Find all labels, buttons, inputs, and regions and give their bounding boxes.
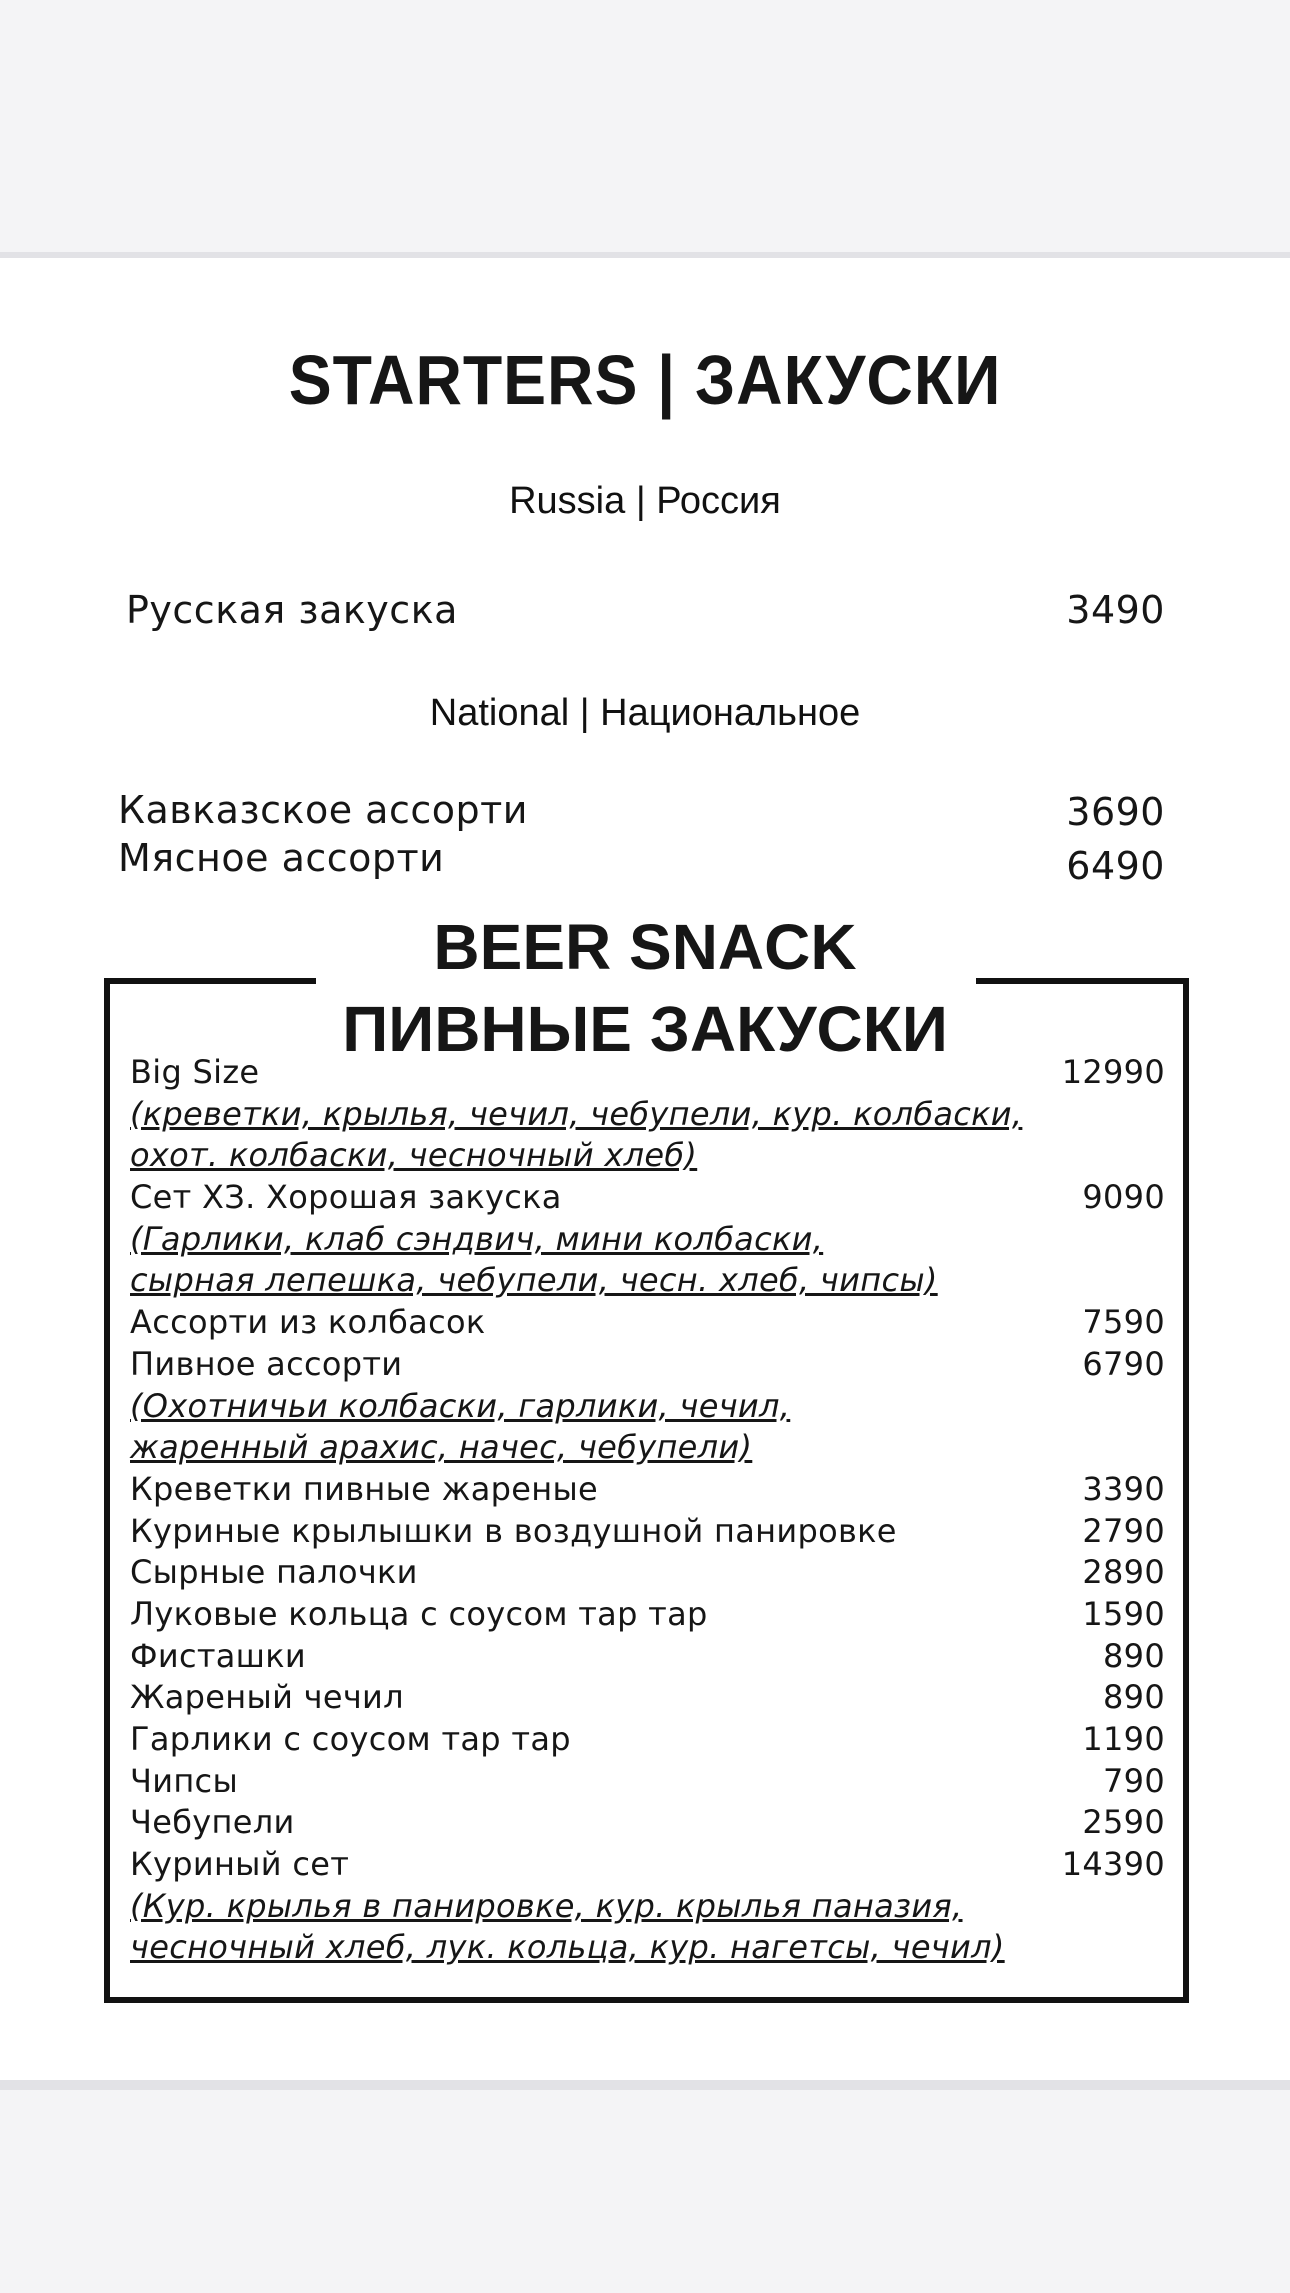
- menu-page: [0, 252, 1290, 2090]
- menu-item-price: 6790: [1082, 1344, 1165, 1383]
- item-description-text: чесночный хлеб, лук. кольца, кур. нагетсы, чечил): [130, 1928, 1005, 1967]
- menu-item-price: 3690: [1066, 790, 1165, 834]
- menu-item-name: Куриный сет: [130, 1845, 350, 1884]
- menu-item-price: 2890: [1082, 1553, 1165, 1592]
- menu-item-name: Креветки пивные жареные: [130, 1469, 599, 1508]
- menu-item-price: 890: [1103, 1678, 1165, 1717]
- menu-item-name: Сырные палочки: [130, 1553, 418, 1592]
- menu-item-name: Чебупели: [130, 1803, 295, 1842]
- beer-menu-item: [130, 1511, 1165, 1553]
- menu-item-name: Жареный чечил: [130, 1678, 404, 1717]
- beer-heading-en: BEER SNACK: [433, 911, 857, 983]
- item-description-text: (креветки, крылья, чечил, чебупели, кур. колбаски,: [130, 1094, 1023, 1133]
- item-description: [130, 1427, 1165, 1469]
- menu-item-name: Ассорти из колбасок: [130, 1303, 486, 1342]
- beer-menu-item: [130, 1636, 1165, 1678]
- item-description: [130, 1927, 1165, 1969]
- menu-item-price: 2790: [1082, 1511, 1165, 1550]
- beer-item-list: [130, 1052, 1165, 1969]
- menu-item-name: Русская закуска: [126, 588, 458, 632]
- beer-menu-item: [130, 1302, 1165, 1344]
- menu-item-name: Мясное ассорти: [118, 836, 445, 880]
- beer-menu-item: [130, 1844, 1165, 1886]
- menu-item-price: 12990: [1061, 1053, 1165, 1091]
- menu-item-name: Куриные крылышки в воздушной панировке: [130, 1511, 897, 1550]
- item-description-text: сырная лепешка, чебупели, чесн. хлеб, чипсы): [130, 1261, 938, 1300]
- section-heading-russia: Russia | Россия: [509, 480, 781, 522]
- item-description-text: (Кур. крылья в панировке, кур. крылья паназия,: [130, 1886, 963, 1925]
- menu-item-name: Сет ХЗ. Хорошая закуска: [130, 1178, 562, 1217]
- beer-heading-ru: ПИВНЫЕ ЗАКУСКИ: [342, 993, 948, 1065]
- menu-item-price: 2590: [1082, 1803, 1165, 1842]
- item-description: [130, 1886, 1165, 1928]
- menu-item-price: 7590: [1082, 1303, 1165, 1342]
- menu-item-price: 14390: [1061, 1845, 1165, 1884]
- menu-item-name: Кавказское ассорти: [118, 788, 528, 832]
- beer-menu-item: [130, 1719, 1165, 1761]
- beer-menu-item: [130, 1469, 1165, 1511]
- menu-item-price: 1190: [1082, 1720, 1165, 1758]
- item-description: [130, 1386, 1165, 1428]
- menu-item-price: 3490: [1066, 588, 1165, 632]
- menu-item-name: Фисташки: [130, 1636, 306, 1675]
- menu-item-name: Луковые кольца с соусом тар тар: [130, 1594, 708, 1633]
- item-description-text: охот. колбаски, чесночный хлеб): [130, 1136, 698, 1175]
- beer-menu-item: [130, 1802, 1165, 1844]
- item-description: [130, 1135, 1165, 1177]
- beer-menu-item: [130, 1594, 1165, 1636]
- beer-menu-item: [130, 1552, 1165, 1594]
- item-description-text: (Гарлики, клаб сэндвич, мини колбаски,: [130, 1219, 824, 1258]
- beer-menu-item: [130, 1677, 1165, 1719]
- menu-item-price: 9090: [1082, 1178, 1165, 1217]
- menu-item-price: 3390: [1082, 1469, 1165, 1508]
- item-description: [130, 1094, 1165, 1136]
- menu-item-name: Big Size: [130, 1053, 260, 1091]
- item-description: [130, 1260, 1165, 1302]
- beer-menu-item: [130, 1052, 1165, 1094]
- item-description: [130, 1219, 1165, 1261]
- menu-item-price: 890: [1103, 1636, 1165, 1675]
- item-description-text: (Охотничьи колбаски, гарлики, чечил,: [130, 1386, 791, 1425]
- menu-item-price: 6490: [1066, 844, 1165, 888]
- menu-item-name: Чипсы: [130, 1761, 239, 1800]
- beer-menu-item: [130, 1177, 1165, 1219]
- beer-menu-item: [130, 1761, 1165, 1803]
- page-title: STARTERS | ЗАКУСКИ: [288, 341, 1002, 419]
- menu-item-price: 790: [1103, 1761, 1165, 1800]
- beer-menu-item: [130, 1344, 1165, 1386]
- item-description-text: жаренный арахис, начес, чебупели): [130, 1428, 753, 1467]
- menu-item-name: Гарлики с соусом тар тар: [130, 1720, 571, 1758]
- menu-item-price: 1590: [1082, 1594, 1165, 1633]
- section-heading-national: National | Национальное: [429, 692, 861, 734]
- menu-item-name: Пивное ассорти: [130, 1344, 403, 1383]
